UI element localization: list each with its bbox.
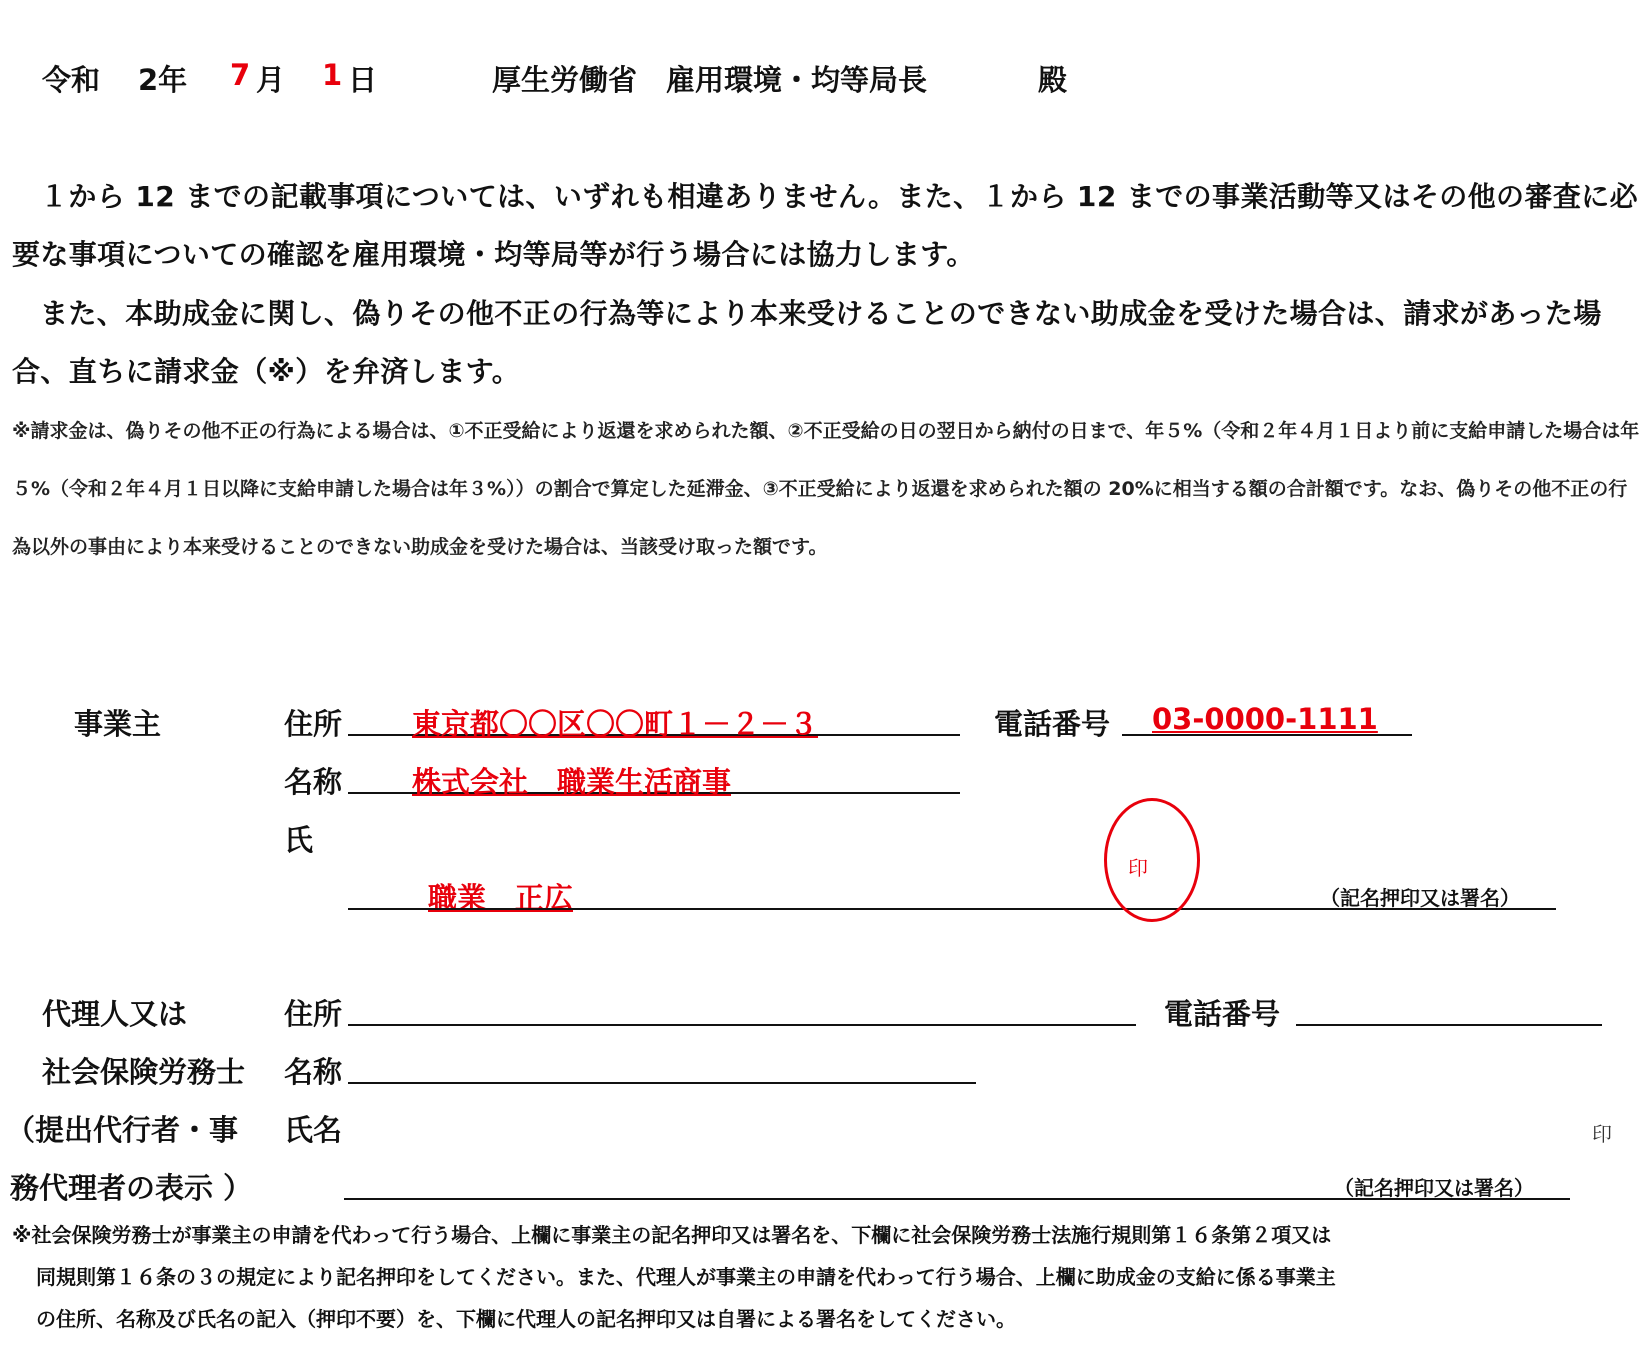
date-year: 2年 bbox=[138, 63, 188, 97]
footnote bbox=[12, 1214, 1642, 1340]
agent-phone-line[interactable] bbox=[1296, 1024, 1602, 1026]
agent-label-line-1: 代理人又は bbox=[42, 997, 188, 1031]
footnote-line-3: の住所、名称及び氏名の記入（押印不要）を、下欄に代理人の記名押印又は自署による署名をしてください。 bbox=[36, 1307, 1016, 1331]
date-day-number: 1 bbox=[322, 58, 343, 92]
declaration-paragraph-1: １から 12 までの記載事項については、いずれも相違ありません。また、１から 12 までの事業活動等又はその他の審査に必要な事項についての確認を雇用環境・均等局等が行う場合には協力します。 bbox=[12, 180, 1639, 271]
date-month-unit: 月 bbox=[256, 63, 286, 97]
agent-label-line-2: 社会保険労務士 bbox=[42, 1055, 246, 1089]
agent-person-label: 氏名 bbox=[284, 1113, 343, 1147]
agent-label-line-3: （提出代行者・事 bbox=[6, 1113, 239, 1147]
declaration-note: ※請求金は、偽りその他不正の行為による場合は、①不正受給により返還を求められた額、②不正受給の日の翌日から納付の日まで、年５%（令和２年４月１日より前に支給申請した場合は年５%（令和２年４月１日以降に支給申請した場合は年３%））の割合で算定した延滞金、③不正受給により返還を求められた額の 20%に相当する額の合計額です。なお、偽りその他不正の行為以外の事由により本来受けることのできない助成金を受けた場合は、当該受け取った額です。 bbox=[12, 420, 1640, 558]
employer-address-value[interactable]: 東京都〇〇区〇〇町１－２－３ bbox=[412, 707, 819, 741]
employer-person-value[interactable]: 職業 正広 bbox=[428, 881, 574, 915]
date-month-number: 7 bbox=[230, 58, 251, 92]
addressee: 厚生労働省 雇用環境・均等局長 bbox=[492, 63, 928, 97]
date-era: 令和 bbox=[42, 63, 101, 97]
employer-phone-label: 電話番号 bbox=[994, 707, 1111, 741]
agent-phone-label: 電話番号 bbox=[1164, 997, 1281, 1031]
employer-person-label: 氏 bbox=[284, 823, 314, 857]
agent-seal-mark: 印 bbox=[1592, 1122, 1612, 1146]
agent-address-line[interactable] bbox=[348, 1024, 1136, 1026]
employer-address-label: 住所 bbox=[284, 707, 343, 741]
employer-name-label: 名称 bbox=[284, 765, 343, 799]
agent-name-line[interactable] bbox=[348, 1082, 976, 1084]
declaration-paragraph-2: また、本助成金に関し、偽りその他不正の行為等により本来受けることのできない助成金を受けた場合は、請求があった場合、直ちに請求金（※）を弁済します。 bbox=[12, 297, 1602, 388]
agent-label-line-4: 務代理者の表示 ） bbox=[10, 1171, 253, 1205]
agent-address-label: 住所 bbox=[284, 997, 343, 1031]
employer-section-label: 事業主 bbox=[74, 707, 162, 741]
seal-stamp-circle bbox=[1104, 798, 1200, 922]
agent-sign-note: （記名押印又は署名） bbox=[1334, 1176, 1534, 1200]
employer-sign-note: （記名押印又は署名） bbox=[1320, 886, 1520, 910]
footnote-line-2: 同規則第１６条の３の規定により記名押印をしてください。また、代理人が事業主の申請を代わって行う場合、上欄に助成金の支給に係る事業主 bbox=[36, 1265, 1336, 1289]
footnote-line-1: ※社会保険労務士が事業主の申請を代わって行う場合、上欄に事業主の記名押印又は署名を、下欄に社会保険労務士法施行規則第１６条第２項又は bbox=[12, 1223, 1332, 1247]
agent-name-label: 名称 bbox=[284, 1055, 343, 1089]
honorific: 殿 bbox=[1038, 63, 1068, 97]
employer-seal-mark: 印 bbox=[1128, 856, 1148, 880]
employer-name-value[interactable]: 株式会社 職業生活商事 bbox=[412, 765, 732, 799]
employer-phone-value[interactable]: 03-0000-1111 bbox=[1152, 702, 1378, 736]
date-day-unit: 日 bbox=[348, 63, 378, 97]
